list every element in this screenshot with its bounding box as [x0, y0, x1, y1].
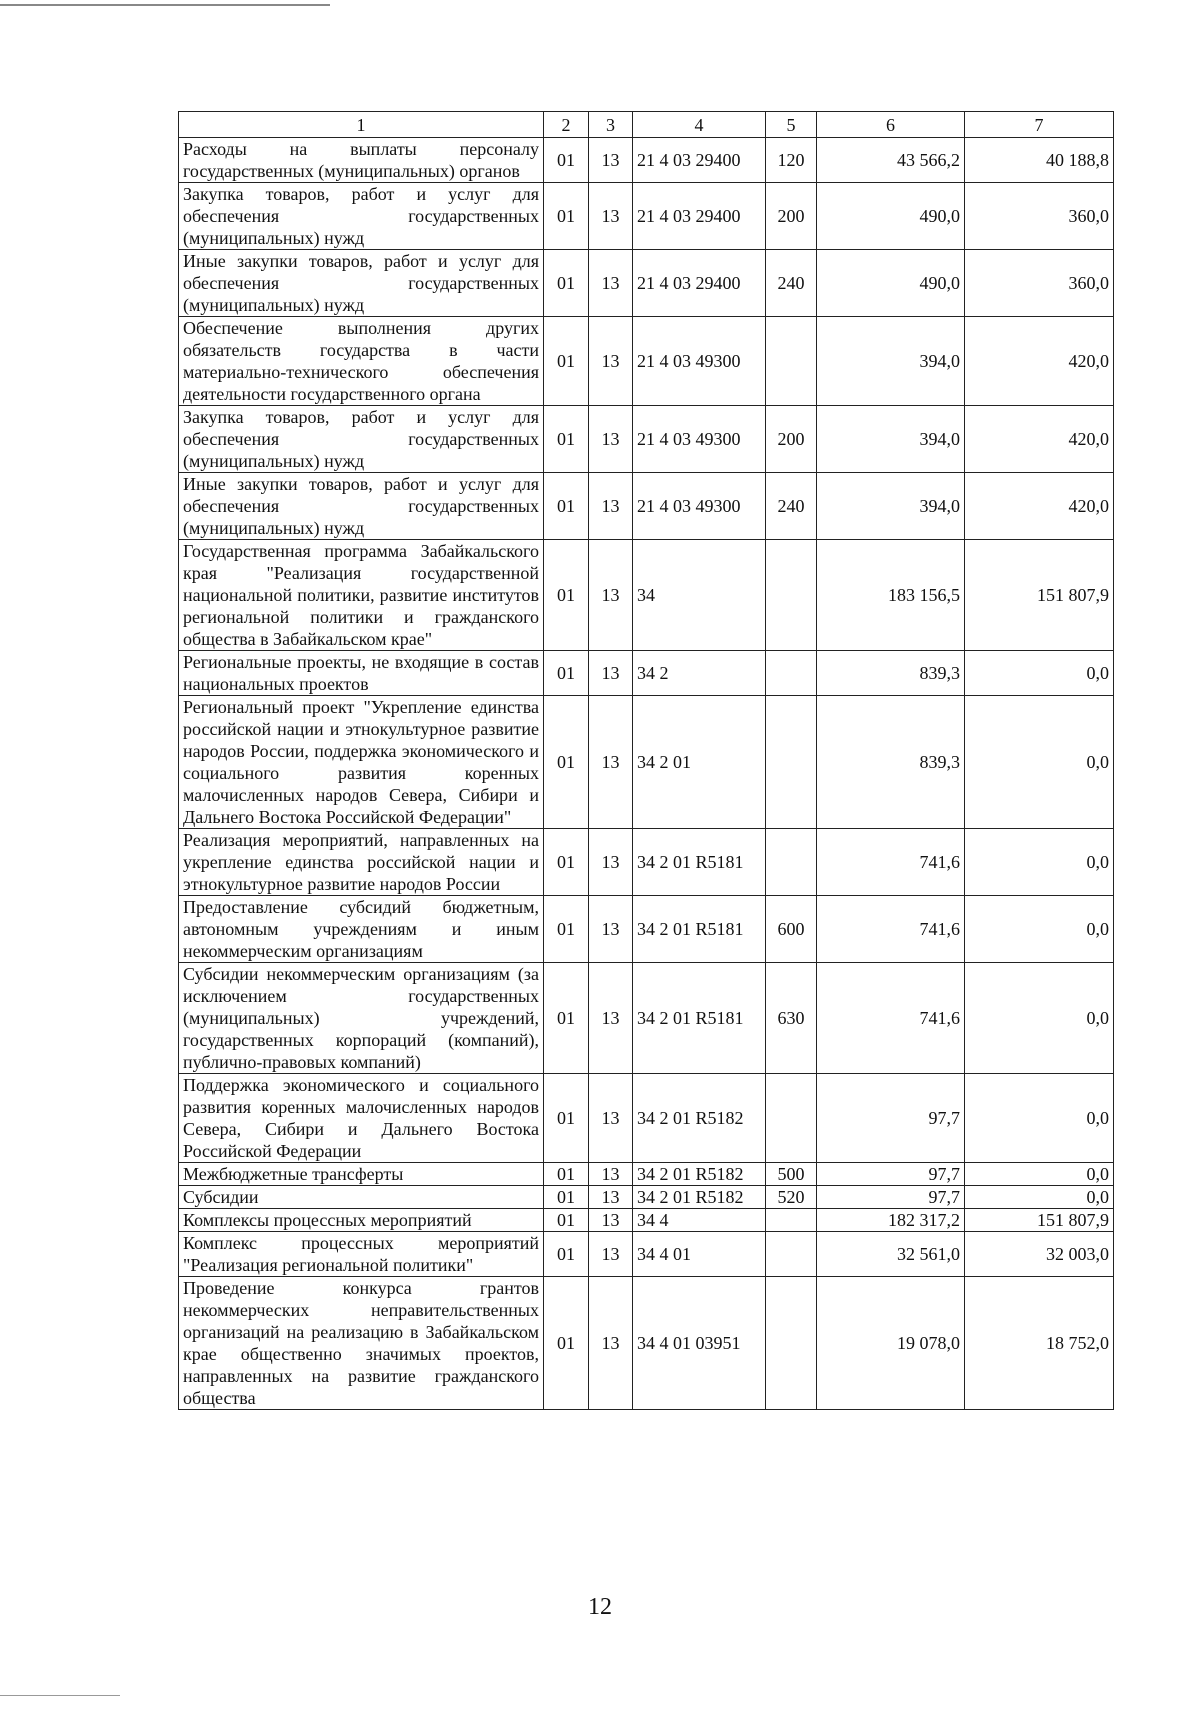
- row-expense-type: 520: [766, 1186, 817, 1209]
- row-subsection: 13: [589, 1074, 633, 1163]
- row-subsection: 13: [589, 651, 633, 696]
- row-target-code: 34 2 01 R5181: [633, 963, 766, 1074]
- row-expense-type: 200: [766, 406, 817, 473]
- row-amount-6: 741,6: [817, 896, 965, 963]
- row-expense-type: 630: [766, 963, 817, 1074]
- row-section: 01: [544, 540, 589, 651]
- table-row: [179, 1186, 1114, 1209]
- table-row: [179, 406, 1114, 473]
- table-row: [179, 1074, 1114, 1163]
- row-amount-6: 183 156,5: [817, 540, 965, 651]
- row-name: Межбюджетные трансферты: [179, 1163, 544, 1186]
- row-section: 01: [544, 317, 589, 406]
- row-section: 01: [544, 473, 589, 540]
- row-name: Поддержка экономического и социального развития коренных малочисленных народов Севера, Сибири и Дальнего Востока Российской Федерации: [179, 1074, 544, 1163]
- table-row: [179, 1277, 1114, 1410]
- row-subsection: 13: [589, 317, 633, 406]
- table-row: [179, 696, 1114, 829]
- header-col-1: 1: [179, 112, 544, 138]
- header-col-3: 3: [589, 112, 633, 138]
- table-row: [179, 651, 1114, 696]
- row-subsection: 13: [589, 1163, 633, 1186]
- row-name: Региональные проекты, не входящие в состав национальных проектов: [179, 651, 544, 696]
- row-amount-6: 32 561,0: [817, 1232, 965, 1277]
- row-amount-7: 18 752,0: [965, 1277, 1114, 1410]
- row-amount-6: 97,7: [817, 1074, 965, 1163]
- row-amount-7: 360,0: [965, 250, 1114, 317]
- row-amount-7: 360,0: [965, 183, 1114, 250]
- header-col-4: 4: [633, 112, 766, 138]
- header-col-7: 7: [965, 112, 1114, 138]
- row-subsection: 13: [589, 540, 633, 651]
- row-amount-6: 394,0: [817, 473, 965, 540]
- table-row: [179, 473, 1114, 540]
- row-amount-7: 151 807,9: [965, 1209, 1114, 1232]
- row-section: 01: [544, 138, 589, 183]
- row-expense-type: [766, 1232, 817, 1277]
- row-target-code: 34 4 01 03951: [633, 1277, 766, 1410]
- row-target-code: 34 2 01 R5182: [633, 1186, 766, 1209]
- row-name: Субсидии некоммерческим организациям (за исключением государственных (муниципальных) учреждений, государственных корпораций (компаний), публично-правовых компаний): [179, 963, 544, 1074]
- row-amount-6: 182 317,2: [817, 1209, 965, 1232]
- row-section: 01: [544, 250, 589, 317]
- table-row: [179, 963, 1114, 1074]
- row-subsection: 13: [589, 963, 633, 1074]
- row-subsection: 13: [589, 406, 633, 473]
- row-name: Иные закупки товаров, работ и услуг для обеспечения государственных (муниципальных) нужд: [179, 473, 544, 540]
- table-row: [179, 829, 1114, 896]
- row-amount-6: 839,3: [817, 696, 965, 829]
- row-subsection: 13: [589, 473, 633, 540]
- scan-top-rule: [0, 4, 330, 6]
- row-target-code: 34 2 01: [633, 696, 766, 829]
- row-amount-7: 420,0: [965, 317, 1114, 406]
- row-section: 01: [544, 829, 589, 896]
- row-expense-type: [766, 317, 817, 406]
- row-expense-type: [766, 829, 817, 896]
- row-expense-type: [766, 540, 817, 651]
- table-row: [179, 138, 1114, 183]
- row-amount-7: 151 807,9: [965, 540, 1114, 651]
- row-amount-7: 0,0: [965, 696, 1114, 829]
- row-amount-6: 741,6: [817, 829, 965, 896]
- row-subsection: 13: [589, 183, 633, 250]
- row-name: Комплекс процессных мероприятий "Реализация региональной политики": [179, 1232, 544, 1277]
- row-expense-type: 240: [766, 250, 817, 317]
- row-amount-6: 394,0: [817, 317, 965, 406]
- row-section: 01: [544, 1277, 589, 1410]
- row-amount-7: 40 188,8: [965, 138, 1114, 183]
- row-target-code: 21 4 03 49300: [633, 406, 766, 473]
- row-section: 01: [544, 696, 589, 829]
- row-target-code: 34 2: [633, 651, 766, 696]
- row-expense-type: [766, 1074, 817, 1163]
- row-name: Закупка товаров, работ и услуг для обеспечения государственных (муниципальных) нужд: [179, 183, 544, 250]
- header-col-2: 2: [544, 112, 589, 138]
- row-amount-7: 0,0: [965, 896, 1114, 963]
- row-amount-7: 0,0: [965, 1163, 1114, 1186]
- budget-table: [178, 111, 1114, 1410]
- row-section: 01: [544, 1074, 589, 1163]
- row-target-code: 34 2 01 R5181: [633, 829, 766, 896]
- page-number: 12: [588, 1594, 612, 1620]
- row-subsection: 13: [589, 1209, 633, 1232]
- row-target-code: 34 4 01: [633, 1232, 766, 1277]
- row-target-code: 34 2 01 R5182: [633, 1074, 766, 1163]
- row-subsection: 13: [589, 1277, 633, 1410]
- row-target-code: 21 4 03 29400: [633, 138, 766, 183]
- row-amount-6: 490,0: [817, 250, 965, 317]
- row-amount-7: 0,0: [965, 1074, 1114, 1163]
- row-expense-type: [766, 1209, 817, 1232]
- row-subsection: 13: [589, 829, 633, 896]
- row-name: Закупка товаров, работ и услуг для обеспечения государственных (муниципальных) нужд: [179, 406, 544, 473]
- row-subsection: 13: [589, 1232, 633, 1277]
- table-row: [179, 317, 1114, 406]
- row-name: Проведение конкурса грантов некоммерческих неправительственных организаций на реализацию в Забайкальском крае общественно значимых проектов, направленных на развитие гражданского общества: [179, 1277, 544, 1410]
- row-amount-6: 490,0: [817, 183, 965, 250]
- row-amount-7: 0,0: [965, 963, 1114, 1074]
- row-amount-7: 0,0: [965, 829, 1114, 896]
- row-expense-type: 240: [766, 473, 817, 540]
- row-name: Предоставление субсидий бюджетным, автономным учреждениям и иным некоммерческим организациям: [179, 896, 544, 963]
- row-section: 01: [544, 1163, 589, 1186]
- row-subsection: 13: [589, 138, 633, 183]
- header-col-6: 6: [817, 112, 965, 138]
- table-row: [179, 540, 1114, 651]
- row-amount-6: 19 078,0: [817, 1277, 965, 1410]
- row-amount-6: 97,7: [817, 1163, 965, 1186]
- row-target-code: 34 4: [633, 1209, 766, 1232]
- row-section: 01: [544, 406, 589, 473]
- row-subsection: 13: [589, 1186, 633, 1209]
- row-amount-6: 741,6: [817, 963, 965, 1074]
- table-row: [179, 1163, 1114, 1186]
- row-target-code: 34 2 01 R5181: [633, 896, 766, 963]
- row-name: Субсидии: [179, 1186, 544, 1209]
- row-amount-6: 394,0: [817, 406, 965, 473]
- row-amount-6: 97,7: [817, 1186, 965, 1209]
- row-amount-6: 43 566,2: [817, 138, 965, 183]
- scan-bottom-rule: [0, 1695, 120, 1696]
- row-expense-type: 500: [766, 1163, 817, 1186]
- row-expense-type: [766, 651, 817, 696]
- row-section: 01: [544, 183, 589, 250]
- row-expense-type: [766, 1277, 817, 1410]
- row-name: Государственная программа Забайкальского края "Реализация государственной национальной политики, развитие институтов региональной политики и гражданского общества в Забайкальском крае": [179, 540, 544, 651]
- row-section: 01: [544, 1232, 589, 1277]
- row-expense-type: [766, 696, 817, 829]
- row-section: 01: [544, 963, 589, 1074]
- row-subsection: 13: [589, 696, 633, 829]
- row-amount-7: 0,0: [965, 651, 1114, 696]
- row-subsection: 13: [589, 896, 633, 963]
- row-name: Реализация мероприятий, направленных на укрепление единства российской нации и этнокультурное развитие народов России: [179, 829, 544, 896]
- row-target-code: 34 2 01 R5182: [633, 1163, 766, 1186]
- row-target-code: 21 4 03 49300: [633, 317, 766, 406]
- table-row: [179, 183, 1114, 250]
- row-target-code: 34: [633, 540, 766, 651]
- row-amount-7: 32 003,0: [965, 1232, 1114, 1277]
- row-section: 01: [544, 896, 589, 963]
- row-name: Комплексы процессных мероприятий: [179, 1209, 544, 1232]
- header-col-5: 5: [766, 112, 817, 138]
- table-row: [179, 896, 1114, 963]
- row-amount-7: 0,0: [965, 1186, 1114, 1209]
- row-expense-type: 200: [766, 183, 817, 250]
- row-target-code: 21 4 03 29400: [633, 183, 766, 250]
- header-row: [179, 112, 1114, 138]
- row-name: Иные закупки товаров, работ и услуг для обеспечения государственных (муниципальных) нужд: [179, 250, 544, 317]
- table-row: [179, 250, 1114, 317]
- row-name: Обеспечение выполнения других обязательств государства в части материально-технического обеспечения деятельности государственного органа: [179, 317, 544, 406]
- row-subsection: 13: [589, 250, 633, 317]
- row-name: Региональный проект "Укрепление единства российской нации и этнокультурное развитие народов России, поддержка экономического и социального развития коренных малочисленных народов Севера, Сибири и Дальнего Востока Российской Федерации": [179, 696, 544, 829]
- table-row: [179, 1209, 1114, 1232]
- row-target-code: 21 4 03 49300: [633, 473, 766, 540]
- row-section: 01: [544, 1186, 589, 1209]
- row-name: Расходы на выплаты персоналу государственных (муниципальных) органов: [179, 138, 544, 183]
- row-amount-7: 420,0: [965, 406, 1114, 473]
- row-amount-6: 839,3: [817, 651, 965, 696]
- row-expense-type: 120: [766, 138, 817, 183]
- table-row: [179, 1232, 1114, 1277]
- row-section: 01: [544, 651, 589, 696]
- row-target-code: 21 4 03 29400: [633, 250, 766, 317]
- row-amount-7: 420,0: [965, 473, 1114, 540]
- row-section: 01: [544, 1209, 589, 1232]
- row-expense-type: 600: [766, 896, 817, 963]
